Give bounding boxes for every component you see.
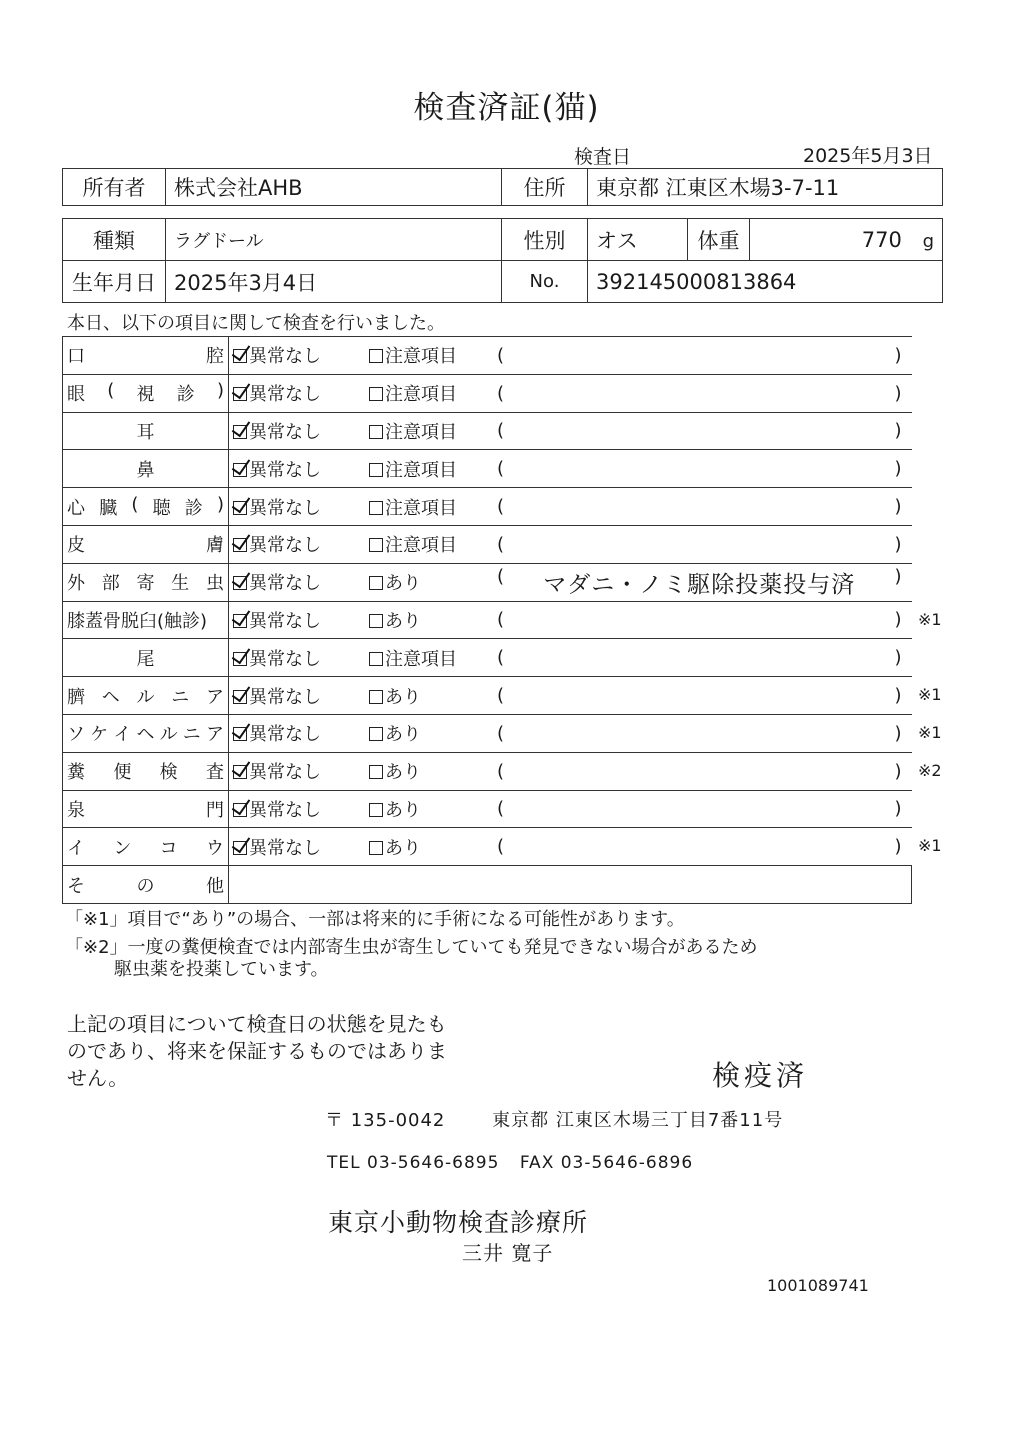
normal-option[interactable] — [233, 607, 369, 633]
normal-option[interactable] — [233, 834, 369, 860]
item-label-chars — [67, 796, 224, 822]
second-option[interactable] — [369, 796, 497, 822]
item-label-char: 検 — [159, 762, 178, 784]
checked-box-icon[interactable] — [233, 349, 247, 363]
second-label: 注意項目 — [385, 535, 457, 557]
owner-address: 東京都 江東区木場3-7-11 — [588, 169, 943, 206]
inspection-item-label — [63, 639, 229, 677]
paren-close: ) — [894, 458, 902, 480]
address-label: 住所 — [502, 169, 588, 206]
paren-close: ) — [894, 722, 902, 744]
second-option[interactable] — [369, 418, 497, 444]
second-option[interactable] — [369, 531, 497, 557]
item-label-chars — [67, 531, 224, 557]
inspection-item-label — [63, 450, 229, 488]
options-row — [233, 380, 908, 406]
item-label-char: 便 — [113, 762, 132, 784]
second-option[interactable] — [369, 380, 497, 406]
no-label: No. — [502, 261, 588, 303]
remarks-field — [497, 458, 908, 479]
remarks-field — [497, 496, 908, 517]
item-label-char: 臓 — [99, 497, 118, 519]
options-row — [233, 683, 908, 709]
item-label-char: ケ — [90, 724, 109, 746]
normal-label: 異常なし — [249, 535, 321, 557]
item-label-char: 腔 — [206, 346, 224, 368]
normal-option[interactable] — [233, 683, 369, 709]
checked-box-icon[interactable] — [233, 727, 247, 741]
paren-open: ( — [497, 344, 505, 366]
inspection-item-label — [63, 412, 229, 450]
normal-option[interactable] — [233, 796, 369, 822]
checked-box-icon[interactable] — [233, 501, 247, 515]
inspection-item-label — [63, 752, 229, 790]
item-label-char: コ — [159, 837, 178, 859]
second-option[interactable] — [369, 456, 497, 482]
item-label-chars — [67, 380, 224, 406]
second-option[interactable] — [369, 569, 497, 595]
pet-table — [62, 218, 943, 303]
paren-close: ) — [894, 344, 902, 366]
clinic-contact-line — [327, 1153, 693, 1173]
item-label-char: 心 — [67, 497, 85, 519]
checkbox-icon[interactable] — [369, 425, 383, 439]
item-label-chars — [67, 456, 224, 482]
paren-close: ) — [894, 382, 902, 404]
item-label-char: イ — [67, 837, 85, 859]
checkbox-icon[interactable] — [369, 349, 383, 363]
item-label-chars — [67, 569, 224, 595]
second-label: あり — [385, 573, 421, 595]
second-option[interactable] — [369, 720, 497, 746]
inspection-options — [229, 525, 912, 563]
inspection-item-label — [63, 714, 229, 752]
other-label — [63, 866, 229, 904]
options-row — [233, 531, 908, 557]
second-option[interactable] — [369, 834, 497, 860]
item-label-chars — [67, 720, 224, 746]
inspection-options — [229, 828, 912, 866]
clinic-tel: TEL 03-5646-6895 — [327, 1153, 500, 1173]
item-label-char: 臍 — [67, 686, 85, 708]
paren-close: ) — [894, 685, 902, 707]
paren-open: ( — [497, 609, 505, 631]
normal-label: 異常なし — [249, 384, 321, 406]
second-label: あり — [385, 610, 421, 632]
second-label: あり — [385, 724, 421, 746]
normal-option[interactable] — [233, 758, 369, 784]
item-label-char: ニ — [182, 724, 201, 746]
checked-box-icon[interactable] — [233, 614, 247, 628]
item-label-char: 診 — [176, 384, 195, 406]
inspection-options — [229, 714, 912, 752]
item-label-char: 他 — [206, 875, 224, 897]
weight-unit: g — [922, 230, 934, 252]
weight: 770 — [861, 227, 902, 252]
inspection-row — [63, 525, 912, 563]
item-label-char: 生 — [171, 573, 190, 595]
item-label-char: イ — [113, 724, 132, 746]
breed-label: 種類 — [63, 219, 166, 261]
item-label-char: ル — [159, 724, 178, 746]
second-label: 注意項目 — [385, 384, 457, 406]
inspection-options — [229, 601, 912, 639]
item-label-char: ル — [136, 686, 155, 708]
clinic-fax: FAX 03-5646-6896 — [519, 1153, 694, 1173]
item-label-char: 診 — [184, 497, 203, 519]
inspection-row — [63, 677, 912, 715]
checked-box-icon[interactable] — [233, 425, 247, 439]
second-option[interactable] — [369, 645, 497, 671]
second-label: 注意項目 — [385, 421, 457, 443]
normal-label: 異常なし — [249, 724, 321, 746]
inspection-row — [63, 450, 912, 488]
footnote-mark: ※1 — [918, 609, 942, 629]
inspection-row — [63, 828, 912, 866]
remarks-text: マダニ・ノミ駆除投薬投与済 — [543, 571, 856, 598]
item-label-chars — [67, 607, 224, 633]
inspection-row — [63, 714, 912, 752]
normal-label: 異常なし — [249, 686, 321, 708]
item-label-chars — [67, 758, 224, 784]
item-label-char: 泉 — [67, 799, 85, 821]
checked-box-icon[interactable] — [233, 538, 247, 552]
checked-box-icon[interactable] — [233, 387, 247, 401]
options-row — [233, 720, 908, 746]
item-label-char: 聴 — [152, 497, 171, 519]
item-label-char: 膚 — [206, 535, 224, 557]
paren-close: ) — [894, 496, 902, 518]
item-label-char: 寄 — [136, 573, 155, 595]
checked-box-icon[interactable] — [233, 463, 247, 477]
inspection-options — [229, 639, 912, 677]
checkbox-icon[interactable] — [369, 538, 383, 552]
clinic-postal: 〒 135-0042 — [325, 1110, 446, 1131]
paren-open: ( — [497, 458, 505, 480]
owner-label: 所有者 — [63, 169, 166, 206]
checkbox-icon[interactable] — [369, 387, 383, 401]
second-option[interactable] — [369, 607, 497, 633]
remarks-field — [497, 685, 908, 706]
second-option[interactable] — [369, 683, 497, 709]
normal-option[interactable] — [233, 456, 369, 482]
item-label-char: 外 — [67, 573, 85, 595]
footnote-2: 「※2」一度の糞便検査では内部寄生虫が寄生していても発見できない場合があるため — [65, 937, 758, 958]
options-row — [233, 796, 908, 822]
item-label-char: 口 — [67, 346, 85, 368]
remarks-field — [497, 609, 908, 630]
intro-text: 本日、以下の項目に関して検査を行いました。 — [67, 313, 445, 334]
item-label-char: ソ — [67, 724, 85, 746]
inspection-item-label — [63, 790, 229, 828]
footnote-mark: ※1 — [918, 685, 942, 705]
options-row — [233, 758, 908, 784]
inspection-options — [229, 412, 912, 450]
item-label-char: の — [136, 875, 155, 897]
paren-close: ) — [894, 798, 902, 820]
normal-label: 異常なし — [249, 346, 321, 368]
inspection-row — [63, 790, 912, 828]
document-title: 検査済証(猫) — [413, 90, 600, 126]
second-label: 注意項目 — [385, 459, 457, 481]
item-label-char: 視 — [136, 384, 155, 406]
checkbox-icon[interactable] — [369, 576, 383, 590]
inspection-options — [229, 374, 912, 412]
checked-box-icon[interactable] — [233, 652, 247, 666]
item-label-char: ) — [216, 493, 224, 515]
exam-date: 2025年5月3日 — [803, 145, 933, 167]
inspection-item-label — [63, 337, 229, 375]
inspection-options — [229, 563, 912, 601]
inspection-row — [63, 601, 912, 639]
normal-option[interactable] — [233, 569, 369, 595]
item-label-char: ( — [107, 380, 115, 402]
inspection-table — [62, 336, 912, 904]
inspection-item-label — [63, 374, 229, 412]
paren-open: ( — [497, 382, 505, 404]
item-label-char: 糞 — [67, 762, 85, 784]
normal-label: 異常なし — [249, 497, 321, 519]
second-label: あり — [385, 837, 421, 859]
breed: ラグドール — [166, 219, 502, 261]
checkbox-icon[interactable] — [369, 614, 383, 628]
second-label: 注意項目 — [385, 346, 457, 368]
inspection-row — [63, 337, 912, 375]
sex: オス — [588, 219, 688, 261]
inspection-options — [229, 790, 912, 828]
second-label: あり — [385, 686, 421, 708]
inspection-row — [63, 488, 912, 526]
options-row — [233, 834, 908, 860]
inspection-options — [229, 752, 912, 790]
weight-label: 体重 — [688, 219, 750, 261]
inspection-row — [63, 412, 912, 450]
normal-option[interactable] — [233, 342, 369, 368]
remarks-field — [497, 647, 908, 668]
other-remarks-field[interactable] — [229, 866, 912, 904]
checkbox-icon[interactable] — [369, 727, 383, 741]
normal-option[interactable] — [233, 645, 369, 671]
remarks-field — [497, 723, 908, 744]
checkbox-icon[interactable] — [369, 652, 383, 666]
remarks-field — [497, 836, 908, 857]
paren-open: ( — [497, 420, 505, 442]
normal-option[interactable] — [233, 720, 369, 746]
owner-table — [62, 168, 943, 206]
options-row — [233, 342, 908, 368]
inspection-item-label — [63, 525, 229, 563]
checked-box-icon[interactable] — [233, 765, 247, 779]
inspection-row — [63, 639, 912, 677]
inspection-options — [229, 677, 912, 715]
remarks-field — [497, 420, 908, 441]
item-label-chars — [67, 645, 224, 671]
serial-number: 1001089741 — [767, 1276, 869, 1295]
second-option[interactable] — [369, 758, 497, 784]
paren-open: ( — [497, 565, 505, 587]
inspection-item-label — [63, 677, 229, 715]
item-label-char: ヘ — [136, 724, 155, 746]
footnote-mark: ※2 — [918, 760, 942, 780]
checked-box-icon[interactable] — [233, 841, 247, 855]
weight-cell — [750, 219, 943, 261]
item-label-char: ヘ — [101, 686, 120, 708]
item-label-char: ) — [216, 380, 224, 402]
second-label: 注意項目 — [385, 497, 457, 519]
options-row — [233, 418, 908, 444]
item-label-char: ニ — [171, 686, 190, 708]
checkbox-icon[interactable] — [369, 765, 383, 779]
item-label-chars — [67, 418, 224, 444]
footnote-1: 「※1」項目で“あり”の場合、一部は将来的に手術になる可能性があります。 — [65, 909, 685, 930]
item-label-char: 虫 — [206, 573, 224, 595]
checked-box-icon[interactable] — [233, 576, 247, 590]
remarks-field — [497, 566, 908, 599]
remarks-field — [497, 345, 908, 366]
owner-name: 株式会社AHB — [166, 169, 502, 206]
paren-open: ( — [497, 836, 505, 858]
inspection-item-label — [63, 563, 229, 601]
paren-open: ( — [497, 798, 505, 820]
clinic-name: 東京小動物検査診療所 — [328, 1208, 589, 1237]
inspection-row-other — [63, 866, 912, 904]
item-label-char: 耳 — [136, 421, 155, 443]
second-label: 注意項目 — [385, 648, 457, 670]
item-label-chars — [67, 342, 224, 368]
remarks-field — [497, 534, 908, 555]
second-option[interactable] — [369, 342, 497, 368]
footnote-mark: ※1 — [918, 723, 942, 742]
inspection-options — [229, 337, 912, 375]
paren-close: ) — [894, 760, 902, 782]
paren-close: ) — [894, 647, 902, 669]
inspection-row — [63, 374, 912, 412]
inspection-options — [229, 488, 912, 526]
inspection-row — [63, 563, 912, 601]
checkbox-icon[interactable] — [369, 501, 383, 515]
paren-open: ( — [497, 685, 505, 707]
paren-close: ) — [894, 420, 902, 442]
exam-date-label: 検査日 — [574, 146, 632, 168]
disclaimer: 上記の項目について検査日の状態を見たものであり、将来を保証するものではありません。 — [67, 1012, 447, 1090]
normal-option[interactable] — [233, 531, 369, 557]
sex-label: 性別 — [502, 219, 588, 261]
item-label-chars — [67, 834, 224, 860]
second-option[interactable] — [369, 494, 497, 520]
inspection-row — [63, 752, 912, 790]
normal-label: 異常なし — [249, 610, 321, 632]
second-label: あり — [385, 799, 421, 821]
options-row — [233, 645, 908, 671]
item-label-char: 尾 — [136, 648, 155, 670]
checkbox-icon[interactable] — [369, 463, 383, 477]
paren-open: ( — [497, 533, 505, 555]
item-label-char: 査 — [205, 762, 224, 784]
normal-label: 異常なし — [249, 762, 321, 784]
clinic-address: 東京都 江東区木場三丁目7番11号 — [492, 1110, 784, 1131]
paren-open: ( — [497, 760, 505, 782]
normal-label: 異常なし — [249, 648, 321, 670]
item-label-char: 部 — [101, 573, 120, 595]
item-label-char: ア — [206, 686, 224, 708]
footnote-mark: ※1 — [918, 836, 942, 856]
paren-open: ( — [497, 722, 505, 744]
inspection-item-label — [63, 488, 229, 526]
inspection-item-label — [63, 828, 229, 866]
remarks-field — [497, 761, 908, 782]
inspection-item-label — [63, 601, 229, 639]
item-label-char: そ — [67, 875, 85, 897]
item-label-char: 膝蓋骨脱臼(触診) — [67, 610, 208, 632]
item-label-chars — [67, 872, 224, 898]
item-label-char: 皮 — [67, 535, 85, 557]
remarks-field — [497, 383, 908, 404]
clinic-address-line — [325, 1106, 783, 1132]
normal-label: 異常なし — [249, 459, 321, 481]
item-label-char: ( — [131, 493, 139, 515]
paren-open: ( — [497, 496, 505, 518]
paren-close: ) — [894, 533, 902, 555]
checkbox-icon[interactable] — [369, 803, 383, 817]
inspection-options — [229, 450, 912, 488]
normal-option[interactable] — [233, 380, 369, 406]
second-label: あり — [385, 762, 421, 784]
normal-label: 異常なし — [249, 837, 321, 859]
checkbox-icon[interactable] — [369, 690, 383, 704]
item-label-char: ン — [113, 837, 132, 859]
dob: 2025年3月4日 — [166, 261, 502, 303]
paren-close: ) — [894, 565, 902, 587]
item-label-char: 門 — [206, 799, 224, 821]
item-label-char: 鼻 — [136, 459, 155, 481]
options-row — [233, 566, 908, 599]
normal-label: 異常なし — [249, 421, 321, 443]
item-label-char: ア — [205, 724, 224, 746]
checked-box-icon[interactable] — [233, 690, 247, 704]
paren-open: ( — [497, 647, 505, 669]
item-label-chars — [67, 683, 224, 709]
veterinarian-name: 三井 寛子 — [462, 1241, 554, 1265]
normal-label: 異常なし — [249, 799, 321, 821]
checkbox-icon[interactable] — [369, 841, 383, 855]
item-label-char: 眼 — [67, 384, 85, 406]
options-row — [233, 607, 908, 633]
paren-close: ) — [894, 836, 902, 858]
normal-label: 異常なし — [249, 573, 321, 595]
footnote-2-cont: 駆虫薬を投薬しています。 — [114, 959, 329, 980]
item-label-chars — [67, 494, 224, 520]
options-row — [233, 456, 908, 482]
dob-label: 生年月日 — [63, 261, 166, 303]
normal-option[interactable] — [233, 418, 369, 444]
options-row — [233, 494, 908, 520]
quarantine-stamp: 検疫済 — [712, 1059, 809, 1092]
item-label-char: ウ — [205, 837, 224, 859]
microchip-no: 392145000813864 — [588, 261, 943, 303]
checked-box-icon[interactable] — [233, 803, 247, 817]
remarks-field — [497, 798, 908, 819]
paren-close: ) — [894, 609, 902, 631]
normal-option[interactable] — [233, 494, 369, 520]
